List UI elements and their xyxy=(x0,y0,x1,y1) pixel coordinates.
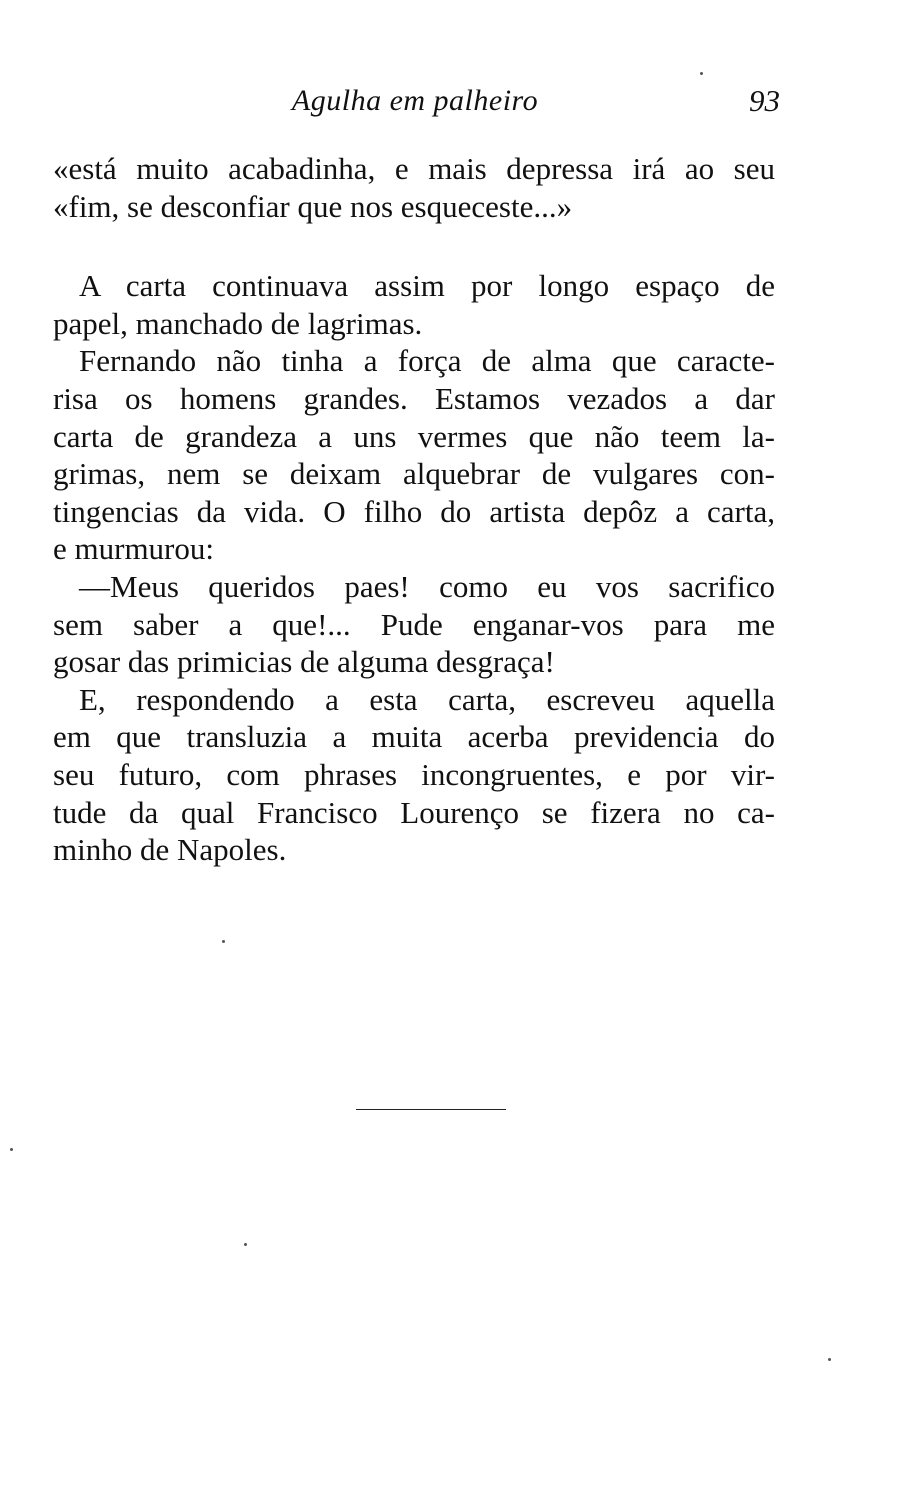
running-title: Agulha em palheiro xyxy=(291,84,539,117)
text-line: grimas, nem se deixam alquebrar de vulgares con- xyxy=(53,456,775,492)
print-speck xyxy=(10,1148,13,1151)
page-number: 93 xyxy=(749,83,780,118)
print-speck xyxy=(222,940,225,943)
text-line: «está muito acabadinha, e mais depressa irá ao seu xyxy=(53,151,775,186)
text-line: risa os homens grandes. Estamos vezados a dar xyxy=(53,380,775,416)
text-line: sem saber a que!... Pude enganar-vos para me xyxy=(53,606,775,642)
print-speck xyxy=(244,1243,247,1246)
paragraph-gap xyxy=(53,225,775,267)
print-speck xyxy=(828,1358,831,1361)
body-text xyxy=(53,150,775,869)
text-line: seu futuro, com phrases incongruentes, e por vir- xyxy=(53,756,775,792)
text-line: gosar das primicias de alguma desgraça! xyxy=(53,644,555,680)
text-line: Fernando não tinha a força de alma que caracte- xyxy=(79,343,775,379)
text-line: E, respondendo a esta carta, escreveu aquella xyxy=(79,681,775,717)
text-line: A carta continuava assim por longo espaço de xyxy=(79,268,775,304)
end-rule xyxy=(356,1109,506,1110)
text-line: papel, manchado de lagrimas. xyxy=(53,305,423,341)
text-line: minho de Napoles. xyxy=(53,832,287,868)
text-line: em que transluzia a muita acerba previdencia do xyxy=(53,719,775,755)
text-line: e murmurou: xyxy=(53,531,214,567)
text-line: tude da qual Francisco Lourenço se fizera no ca- xyxy=(53,794,775,830)
text-line: «fim, se desconfiar que nos esqueceste...» xyxy=(53,188,573,224)
text-line: carta de grandeza a uns vermes que não teem la- xyxy=(53,418,775,454)
running-header xyxy=(50,76,780,126)
print-speck xyxy=(700,72,703,75)
text-line: tingencias da vida. O filho do artista depôz a carta, xyxy=(53,493,775,529)
text-line: —Meus queridos paes! como eu vos sacrifico xyxy=(79,568,775,604)
